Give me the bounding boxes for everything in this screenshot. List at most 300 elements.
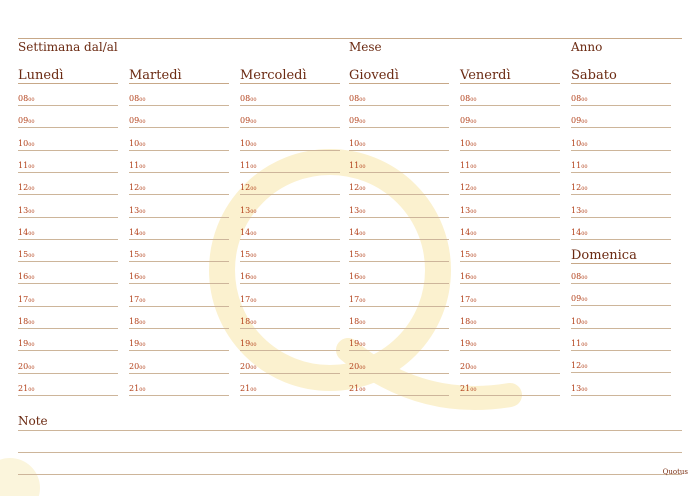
hour-slot[interactable] — [571, 206, 588, 215]
minute-label: 00 — [581, 163, 588, 170]
hour-slot[interactable] — [129, 384, 146, 393]
hour-slot[interactable] — [349, 116, 366, 125]
hour-slot[interactable] — [349, 295, 366, 304]
hour-slot[interactable] — [18, 94, 35, 103]
hour-label: 08 — [18, 94, 29, 103]
hour-rule — [129, 261, 229, 262]
minute-label: 00 — [470, 320, 477, 326]
minute-label: 00 — [359, 275, 366, 282]
hour-slot[interactable] — [240, 317, 257, 326]
minute-label: 00 — [581, 364, 588, 371]
hour-rule — [129, 239, 229, 240]
hour-label: 15 — [129, 250, 140, 260]
hour-slot[interactable] — [571, 272, 588, 281]
minute-label: 00 — [28, 230, 35, 237]
hour-rule — [349, 172, 449, 173]
hour-slot[interactable] — [18, 183, 35, 192]
hour-slot[interactable] — [460, 295, 477, 304]
hour-label: 20 — [460, 361, 471, 371]
hour-slot[interactable] — [129, 161, 146, 170]
hour-slot[interactable] — [349, 250, 366, 259]
hour-label: 09 — [349, 116, 360, 126]
minute-label: 00 — [139, 386, 146, 393]
hour-label: 18 — [349, 317, 360, 326]
day-name-underline — [240, 83, 340, 84]
hour-label: 19 — [240, 339, 251, 349]
hour-rule — [460, 261, 560, 262]
hour-rule — [349, 261, 449, 262]
minute-label: 00 — [581, 275, 588, 281]
hour-label: 13 — [240, 205, 251, 215]
minute-label: 00 — [139, 342, 146, 349]
hour-slot[interactable] — [18, 362, 35, 371]
minute-label: 00 — [359, 342, 366, 349]
hour-rule — [18, 306, 118, 307]
hour-label: 13 — [129, 205, 140, 215]
hour-label: 21 — [349, 383, 360, 393]
hour-slot[interactable] — [571, 317, 588, 326]
hour-label: 19 — [349, 339, 360, 349]
minute-label: 00 — [359, 119, 366, 126]
hour-slot[interactable] — [240, 339, 257, 348]
hour-label: 20 — [129, 361, 140, 371]
minute-label: 00 — [250, 230, 257, 237]
hour-rule — [571, 150, 671, 151]
note-line[interactable] — [18, 452, 682, 453]
minute-label: 00 — [28, 141, 35, 148]
hour-slot[interactable] — [240, 295, 257, 304]
hour-label: 12 — [240, 183, 251, 193]
hour-rule — [460, 328, 560, 329]
hour-label: 17 — [460, 294, 471, 304]
hour-label: 09 — [129, 116, 140, 126]
minute-label: 00 — [139, 275, 146, 282]
hour-rule — [571, 194, 671, 195]
minute-label: 00 — [581, 141, 588, 148]
hour-slot[interactable] — [18, 139, 35, 148]
hour-rule — [240, 150, 340, 151]
hour-rule — [18, 395, 118, 396]
hour-rule — [571, 105, 671, 106]
minute-label: 00 — [250, 297, 257, 304]
hour-rule — [460, 350, 560, 351]
hour-slot[interactable] — [240, 139, 257, 148]
hour-slot[interactable] — [18, 384, 35, 393]
hour-label: 14 — [129, 227, 140, 237]
hour-slot[interactable] — [240, 272, 257, 281]
hour-slot[interactable] — [460, 139, 477, 148]
day-name-underline — [18, 83, 118, 84]
hour-label: 16 — [349, 272, 360, 282]
hour-rule — [349, 373, 449, 374]
hour-rule — [129, 328, 229, 329]
hour-slot[interactable] — [349, 139, 366, 148]
hour-slot[interactable] — [129, 94, 146, 103]
hour-label: 20 — [18, 361, 29, 371]
minute-label: 00 — [250, 342, 257, 349]
hour-slot[interactable] — [18, 250, 35, 259]
hour-label: 11 — [129, 160, 140, 170]
hour-rule — [240, 127, 340, 128]
hour-slot[interactable] — [129, 228, 146, 237]
hour-label: 15 — [460, 250, 471, 260]
hour-rule — [460, 306, 560, 307]
hour-label: 10 — [349, 138, 360, 148]
minute-label: 00 — [581, 119, 588, 126]
hour-slot[interactable] — [571, 139, 588, 148]
hour-slot[interactable] — [129, 139, 146, 148]
hour-rule — [460, 217, 560, 218]
minute-label: 00 — [28, 208, 35, 215]
hour-label: 10 — [571, 138, 582, 148]
hour-label: 13 — [18, 205, 29, 215]
hour-rule — [18, 373, 118, 374]
hour-slot[interactable] — [18, 116, 35, 125]
hour-label: 10 — [460, 138, 471, 148]
hour-slot[interactable] — [349, 339, 366, 348]
hour-slot[interactable] — [460, 183, 477, 192]
minute-label: 00 — [470, 230, 477, 237]
hour-slot[interactable] — [571, 294, 588, 303]
hour-rule — [240, 328, 340, 329]
hour-slot[interactable] — [18, 317, 35, 326]
minute-label: 00 — [581, 186, 588, 193]
hour-label: 14 — [18, 227, 29, 237]
hour-slot[interactable] — [349, 272, 366, 281]
hour-label: 10 — [571, 316, 582, 326]
hour-slot[interactable] — [571, 339, 588, 348]
hour-rule — [240, 217, 340, 218]
minute-label: 00 — [139, 208, 146, 215]
hour-rule — [571, 395, 671, 396]
hour-slot[interactable] — [18, 339, 35, 348]
hour-label: 18 — [129, 317, 140, 326]
hour-slot[interactable] — [460, 272, 477, 281]
hour-label: 16 — [240, 272, 251, 282]
brand-logo: Quotus — [662, 468, 688, 476]
minute-label: 00 — [139, 141, 146, 148]
minute-label: 00 — [250, 208, 257, 215]
minute-label: 00 — [28, 342, 35, 349]
year-label: Anno — [571, 40, 603, 54]
minute-label: 00 — [250, 253, 257, 260]
hour-label: 21 — [129, 383, 140, 393]
hour-slot[interactable] — [240, 116, 257, 125]
minute-label: 00 — [28, 386, 35, 393]
hour-rule — [240, 373, 340, 374]
hour-rule — [240, 194, 340, 195]
minute-label: 00 — [470, 275, 477, 282]
day-name-underline — [129, 83, 229, 84]
hour-slot[interactable] — [18, 272, 35, 281]
minute-label: 00 — [28, 97, 35, 103]
hour-rule — [18, 328, 118, 329]
note-line[interactable] — [18, 474, 682, 475]
hour-label: 13 — [460, 205, 471, 215]
minute-label: 00 — [139, 119, 146, 126]
minute-label: 00 — [581, 208, 588, 215]
hour-rule — [460, 172, 560, 173]
minute-label: 00 — [359, 208, 366, 215]
hour-rule — [240, 350, 340, 351]
minute-label: 00 — [470, 163, 477, 170]
hour-label: 19 — [18, 339, 29, 349]
hour-rule — [129, 172, 229, 173]
header-top-rule — [18, 38, 682, 39]
minute-label: 00 — [28, 119, 35, 126]
hour-rule — [571, 239, 671, 240]
hour-label: 11 — [349, 160, 360, 170]
minute-label: 00 — [359, 386, 366, 393]
hour-slot[interactable] — [571, 183, 588, 192]
minute-label: 00 — [470, 253, 477, 260]
hour-rule — [571, 328, 671, 329]
hour-slot[interactable] — [349, 317, 366, 326]
hour-slot[interactable] — [349, 384, 366, 393]
minute-label: 00 — [250, 119, 257, 126]
hour-rule — [571, 350, 671, 351]
minute-label: 00 — [139, 364, 146, 371]
hour-rule — [18, 172, 118, 173]
hour-rule — [460, 105, 560, 106]
hour-slot[interactable] — [240, 362, 257, 371]
hour-rule — [571, 305, 671, 306]
hour-label: 16 — [129, 272, 140, 282]
hour-slot[interactable] — [571, 116, 588, 125]
hour-label: 18 — [240, 317, 251, 326]
hour-label: 17 — [129, 294, 140, 304]
hour-slot[interactable] — [129, 362, 146, 371]
minute-label: 00 — [139, 230, 146, 237]
hour-label: 09 — [18, 116, 29, 126]
hour-label: 11 — [240, 160, 251, 170]
hour-slot[interactable] — [240, 384, 257, 393]
minute-label: 00 — [359, 141, 366, 148]
hour-slot[interactable] — [571, 161, 588, 170]
hour-label: 21 — [460, 383, 471, 393]
hour-slot[interactable] — [349, 228, 366, 237]
hour-slot[interactable] — [240, 206, 257, 215]
hour-rule — [18, 283, 118, 284]
hour-rule — [240, 105, 340, 106]
hour-rule — [18, 261, 118, 262]
hour-rule — [349, 194, 449, 195]
minute-label: 00 — [250, 386, 257, 393]
hour-slot[interactable] — [571, 228, 588, 237]
minute-label: 00 — [139, 297, 146, 304]
hour-label: 19 — [129, 339, 140, 349]
minute-label: 00 — [470, 208, 477, 215]
hour-slot[interactable] — [349, 362, 366, 371]
minute-label: 00 — [359, 186, 366, 193]
hour-slot[interactable] — [460, 384, 477, 393]
day-name-underline — [571, 263, 671, 264]
hour-rule — [18, 239, 118, 240]
hour-rule — [240, 239, 340, 240]
hour-rule — [349, 395, 449, 396]
hour-rule — [460, 239, 560, 240]
minute-label: 00 — [470, 297, 477, 304]
hour-label: 08 — [571, 272, 582, 281]
day-name-underline — [460, 83, 560, 84]
hour-label: 15 — [240, 250, 251, 260]
minute-label: 00 — [250, 97, 257, 103]
hour-rule — [18, 350, 118, 351]
hour-slot[interactable] — [129, 183, 146, 192]
hour-slot[interactable] — [240, 161, 257, 170]
hour-label: 19 — [460, 339, 471, 349]
hour-rule — [240, 172, 340, 173]
minute-label: 00 — [28, 320, 35, 326]
minute-label: 00 — [28, 186, 35, 193]
day-name: Martedì — [129, 68, 182, 83]
notes-label: Note — [18, 414, 48, 428]
hour-label: 08 — [460, 94, 471, 103]
hour-rule — [240, 395, 340, 396]
minute-label: 00 — [470, 364, 477, 371]
hour-slot[interactable] — [18, 295, 35, 304]
day-name: Sabato — [571, 68, 617, 83]
hour-label: 14 — [460, 227, 471, 237]
minute-label: 00 — [139, 320, 146, 326]
hour-rule — [349, 150, 449, 151]
hour-rule — [240, 306, 340, 307]
day-name-underline — [349, 83, 449, 84]
note-line[interactable] — [18, 430, 682, 431]
minute-label: 00 — [470, 119, 477, 126]
hour-label: 15 — [349, 250, 360, 260]
hour-label: 12 — [129, 183, 140, 193]
hour-rule — [129, 350, 229, 351]
minute-label: 00 — [581, 230, 588, 237]
hour-slot[interactable] — [349, 161, 366, 170]
day-name: Lunedì — [18, 68, 64, 83]
hour-rule — [571, 172, 671, 173]
hour-rule — [571, 283, 671, 284]
hour-label: 09 — [240, 116, 251, 126]
hour-label: 14 — [349, 227, 360, 237]
hour-slot[interactable] — [349, 206, 366, 215]
day-name: Venerdì — [460, 68, 511, 83]
hour-slot[interactable] — [460, 161, 477, 170]
minute-label: 00 — [470, 97, 477, 103]
minute-label: 00 — [581, 97, 588, 103]
hour-slot[interactable] — [571, 94, 588, 103]
hour-rule — [571, 372, 671, 373]
hour-rule — [129, 105, 229, 106]
hour-slot[interactable] — [571, 384, 588, 393]
hour-rule — [349, 217, 449, 218]
hour-slot[interactable] — [240, 250, 257, 259]
minute-label: 00 — [28, 275, 35, 282]
hour-slot[interactable] — [460, 362, 477, 371]
hour-rule — [349, 306, 449, 307]
hour-label: 09 — [460, 116, 471, 126]
hour-label: 12 — [571, 361, 582, 371]
minute-label: 00 — [28, 364, 35, 371]
hour-slot[interactable] — [129, 317, 146, 326]
hour-slot[interactable] — [460, 250, 477, 259]
hour-label: 20 — [349, 361, 360, 371]
hour-label: 09 — [571, 294, 582, 304]
minute-label: 00 — [470, 386, 477, 393]
hour-label: 11 — [571, 338, 582, 348]
hour-slot[interactable] — [349, 183, 366, 192]
hour-rule — [129, 127, 229, 128]
minute-label: 00 — [250, 320, 257, 326]
hour-slot[interactable] — [129, 339, 146, 348]
minute-label: 00 — [139, 163, 146, 170]
hour-slot[interactable] — [240, 183, 257, 192]
hour-label: 10 — [240, 138, 251, 148]
hour-slot[interactable] — [460, 339, 477, 348]
day-name: Mercoledì — [240, 68, 307, 83]
minute-label: 00 — [139, 253, 146, 260]
day-name: Domenica — [571, 248, 637, 263]
minute-label: 00 — [28, 253, 35, 260]
hour-rule — [18, 127, 118, 128]
minute-label: 00 — [250, 364, 257, 371]
minute-label: 00 — [470, 342, 477, 349]
hour-label: 18 — [18, 317, 29, 326]
hour-slot[interactable] — [571, 361, 588, 370]
hour-label: 12 — [349, 183, 360, 193]
hour-slot[interactable] — [240, 228, 257, 237]
minute-label: 00 — [581, 319, 588, 326]
hour-slot[interactable] — [18, 228, 35, 237]
minute-label: 00 — [250, 163, 257, 170]
hour-rule — [571, 217, 671, 218]
hour-label: 12 — [571, 183, 582, 193]
hour-label: 16 — [18, 272, 29, 282]
hour-slot[interactable] — [129, 295, 146, 304]
minute-label: 00 — [581, 341, 588, 348]
hour-rule — [571, 127, 671, 128]
hour-label: 16 — [460, 272, 471, 282]
hour-label: 08 — [349, 94, 360, 103]
hour-slot[interactable] — [460, 116, 477, 125]
hour-slot[interactable] — [460, 228, 477, 237]
hour-slot[interactable] — [129, 206, 146, 215]
hour-rule — [129, 306, 229, 307]
hour-slot[interactable] — [460, 317, 477, 326]
hour-rule — [18, 105, 118, 106]
hour-slot[interactable] — [18, 161, 35, 170]
hour-slot[interactable] — [129, 250, 146, 259]
hour-rule — [349, 350, 449, 351]
hour-slot[interactable] — [18, 206, 35, 215]
hour-label: 17 — [349, 294, 360, 304]
hour-rule — [18, 194, 118, 195]
hour-rule — [460, 395, 560, 396]
hour-label: 13 — [571, 383, 582, 393]
hour-label: 17 — [240, 294, 251, 304]
hour-rule — [240, 283, 340, 284]
hour-slot[interactable] — [129, 116, 146, 125]
hour-rule — [129, 395, 229, 396]
hour-slot[interactable] — [460, 94, 477, 103]
minute-label: 00 — [250, 186, 257, 193]
hour-slot[interactable] — [129, 272, 146, 281]
minute-label: 00 — [359, 97, 366, 103]
hour-slot[interactable] — [240, 94, 257, 103]
hour-slot[interactable] — [349, 94, 366, 103]
minute-label: 00 — [359, 364, 366, 371]
hour-label: 13 — [349, 205, 360, 215]
minute-label: 00 — [359, 297, 366, 304]
day-name-underline — [571, 83, 671, 84]
hour-slot[interactable] — [460, 206, 477, 215]
